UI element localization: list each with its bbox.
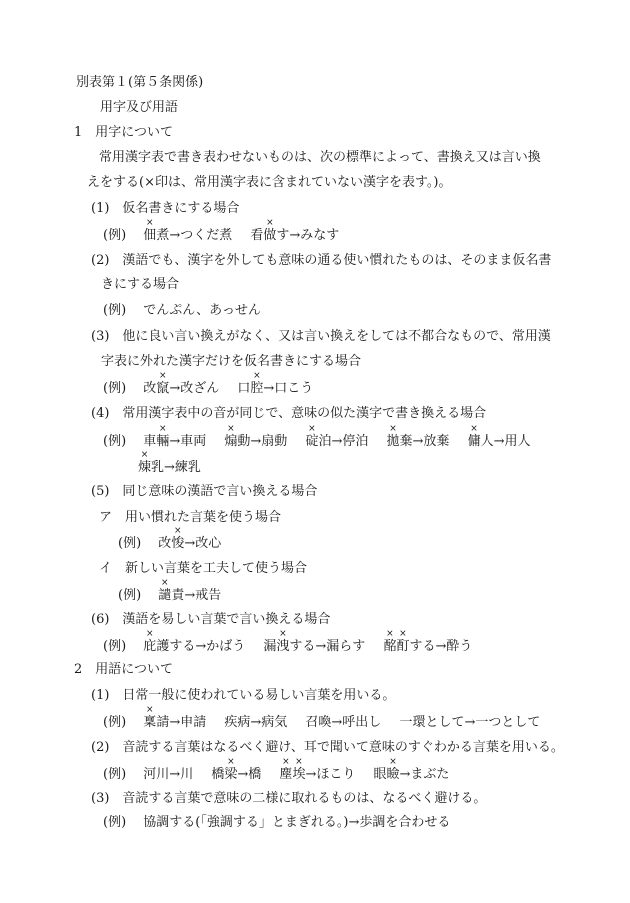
item-2-1-label: (1) 日常一般に使われている易しい言葉を用いる。 [91, 688, 396, 703]
example-term: 口× 腔→口こう [237, 381, 313, 397]
example-term: × 碇泊→停泊 [305, 434, 368, 450]
example-label: (例) [103, 815, 127, 830]
example-term: 改× 悛→改心 [158, 536, 221, 552]
example-label: (例) [103, 767, 127, 782]
example-term: 河川→川 [143, 767, 194, 782]
item-1-4-examples-cont [138, 460, 201, 476]
item-1-5-a-examples [118, 536, 221, 552]
item-1-2-examples [103, 303, 261, 319]
example-label: (例) [103, 228, 127, 243]
item-2-1-examples [103, 715, 540, 731]
example-term: × 稟請→申請 [143, 715, 206, 731]
example-label: (例) [118, 588, 142, 603]
example-term: でんぷん、あっせん [143, 303, 261, 318]
example-term: 疾病→病気 [224, 715, 288, 730]
item-2-3-examples [103, 815, 450, 831]
example-label: (例) [103, 381, 127, 396]
section-1-intro-line-2: えをする(×印は、常用漢字表に含まれていない漢字を表す。)。 [87, 175, 452, 190]
section-2-title: 2 用語について [74, 662, 174, 677]
item-1-3-label-line-2: 字表に外れた漢字だけを仮名書きにする場合 [101, 354, 362, 369]
item-1-6-examples [103, 639, 472, 655]
item-1-3-examples [103, 381, 313, 397]
example-term: 橋× 梁→橋 [211, 767, 261, 783]
annex-subheading: 用字及び用語 [100, 100, 179, 115]
item-1-2-label-line-1: (2) 漢語でも、漢字を外しても意味の通る使い慣れたものは、そのまま仮名書 [91, 253, 552, 268]
example-term: × 塵× 埃→ほこり [279, 767, 355, 783]
item-2-2-label: (2) 音読する言葉はなるべく避け、耳で聞いて意味のすぐわかる言葉を用いる。 [91, 740, 564, 755]
example-term: × 譴責→戒告 [158, 588, 221, 604]
item-1-4-label: (4) 常用漢字表中の音が同じで、意味の似た漢字で書き換える場合 [91, 406, 487, 421]
item-1-3-label-line-1: (3) 他に良い言い換えがなく、又は言い換えをしては不都合なもので、常用漢 [91, 329, 551, 344]
item-1-5-a-label: ア 用い慣れた言葉を使う場合 [99, 510, 282, 525]
item-1-2-label-line-2: きにする場合 [101, 277, 180, 292]
item-1-5-b-label: イ 新しい言葉を工夫して使う場合 [99, 561, 308, 576]
item-1-5-b-examples [118, 588, 221, 604]
example-term: 一環として→一つとして [399, 715, 541, 730]
example-term: 召喚→呼出し [305, 715, 382, 730]
item-1-4-examples [103, 434, 530, 450]
item-1-5-label: (5) 同じ意味の漢語で言い換える場合 [91, 484, 318, 499]
item-2-3-label: (3) 音読する言葉で意味の二様に取れるものは、なるべく避ける。 [91, 791, 487, 806]
example-term: 改× 竄→改ざん [143, 381, 219, 397]
example-label: (例) [103, 715, 127, 730]
example-term: × 酩× 酊する→酔う [383, 639, 472, 655]
item-1-1-label: (1) 仮名書きにする場合 [91, 201, 240, 216]
example-term: 眼× 瞼→まぶた [374, 767, 450, 783]
example-label: (例) [103, 303, 127, 318]
example-term: × 煉乳→練乳 [138, 460, 201, 476]
item-1-1-examples [103, 228, 339, 244]
section-1-title: 1 用字について [74, 125, 174, 140]
example-term: 看× 做す→みなす [250, 228, 339, 244]
example-term: × 煽動→扇動 [224, 434, 287, 450]
example-term: 漏× 洩する→漏らす [263, 639, 365, 655]
example-term: × 傭人→用人 [468, 434, 531, 450]
section-1-intro-line-1: 常用漢字表で書き表わせないものは、次の標準によって、書換え又は言い換 [99, 150, 541, 165]
example-term: × 佃煮→つくだ煮 [143, 228, 232, 244]
example-label: (例) [103, 639, 127, 654]
item-1-6-label: (6) 漢語を易しい言葉で言い換える場合 [91, 612, 331, 627]
example-term: 車× 輛→車両 [143, 434, 206, 450]
example-term: × 庇護する→かばう [143, 639, 245, 655]
item-2-2-examples [103, 767, 449, 783]
example-label: (例) [118, 536, 142, 551]
annex-heading: 別表第１(第５条関係) [76, 75, 204, 90]
example-label: (例) [103, 434, 127, 449]
example-term: 協調する(「強調する」とまぎれる。)→歩調を合わせる [143, 815, 451, 830]
example-term: × 拋棄→放棄 [387, 434, 450, 450]
